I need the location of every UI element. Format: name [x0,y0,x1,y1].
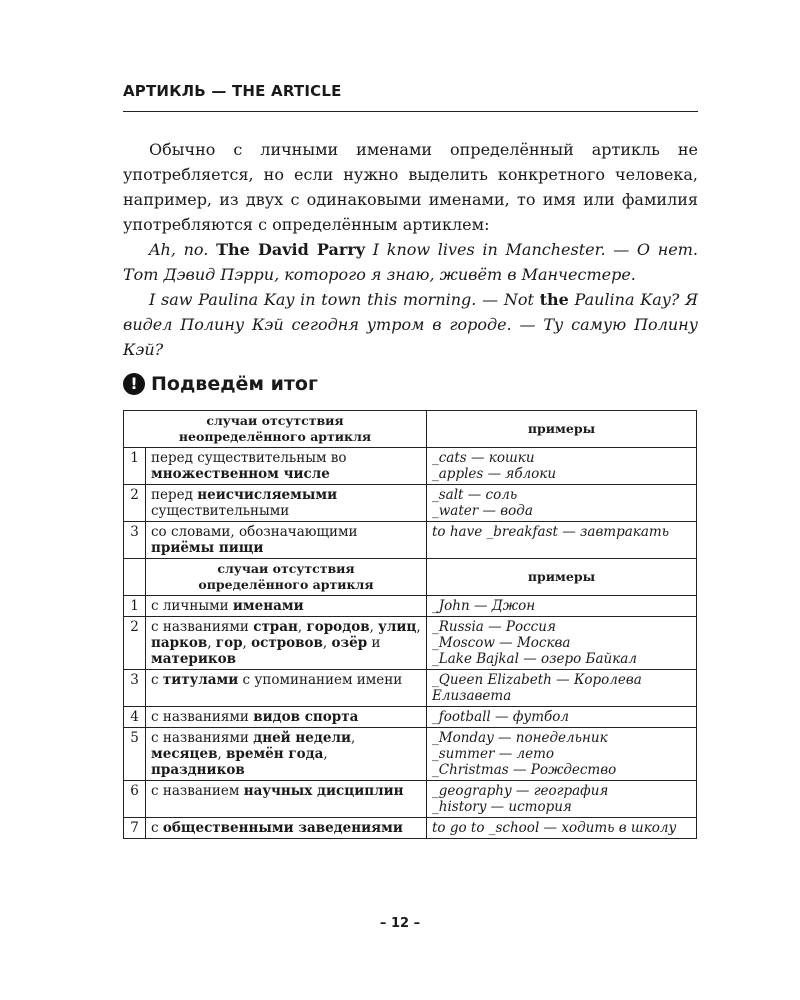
table-row: 7 с общественными заведениями to go to _school — ходить в школу [124,818,697,839]
table-row: 2 с названиями стран, городов, улиц, парков, гор, островов, озёр и материков _Russia — Россия _Moscow — Москва _Lake Bajkal — озеро Байкал [124,617,697,670]
indefinite-case-header: случаи отсутствия неопределённого артикля [124,411,427,448]
table-row: 6 с названием научных дисциплин _geography — география _history — история [124,781,697,818]
summary-title: Подведём итог [151,373,318,395]
table-header-indefinite [124,411,697,448]
table-row: 1 перед существительным во множественном числе _cats — кошки _apples — яблоки [124,448,697,485]
page-number: – 12 – [379,916,421,931]
indefinite-examples-header: примеры [427,411,697,448]
summary-table [123,410,697,839]
exclamation-icon: ! [123,373,145,395]
running-header: АРТИКЛЬ — THE ARTICLE [123,82,342,100]
summary-heading [123,373,318,395]
definite-case-header: случаи отсутствия определённого артикля [146,559,427,596]
table-row: 2 перед неисчисляемыми существительными _salt — соль _water — вода [124,485,697,522]
body-text [123,137,698,362]
intro-paragraph: Обычно с личными именами определённый артикль не употребляется, но если нужно выделить конкретного человека, например, из двух с одинаковыми именами, то имя или фамилия употребляются с определённым артиклем: [123,140,698,234]
table-row: 3 с титулами с упоминанием имени _Queen Elizabeth — Королева Елизавета [124,670,697,707]
table-row: 3 со словами, обозначающими приёмы пищи to have _breakfast — завтракать [124,522,697,559]
example-2: I saw Paulina Kay in town this morning. — Not the Paulina Kay? Я видел Полину Кэй сегодня утром в городе. — Ту самую Полину Кэй? [123,290,698,359]
table-row: 1 с личными именами _John — Джон [124,596,697,617]
header-rule [123,111,698,112]
example-1: Ah, no. The David Parry I know lives in Manchester. — О нет. Тот Дэвид Пэрри, которого я знаю, живёт в Манчестере. [123,240,699,284]
table-row: 5 с названиями дней недели, месяцев, времён года, праздников _Monday — понедельник _summer — лето _Christmas — Рождество [124,728,697,781]
table-header-definite [124,559,697,596]
table-row: 4 с названиями видов спорта _football — футбол [124,707,697,728]
definite-examples-header: примеры [427,559,697,596]
